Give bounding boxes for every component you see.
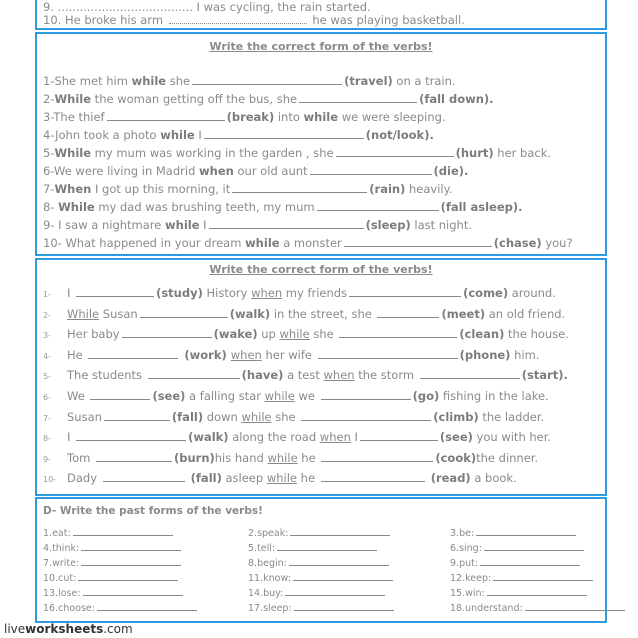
sentence-text: our old aunt [233, 164, 308, 178]
sentence-text: the house. [504, 327, 569, 342]
keyword: while [279, 327, 310, 342]
sentence-b-7 [43, 410, 544, 424]
answer-blank[interactable] [476, 527, 576, 536]
exercise-box-top [35, 0, 607, 30]
top-line-10-start: 10. He broke his arm [43, 13, 164, 27]
verb-item [43, 557, 181, 569]
sentence-text: you with her. [472, 430, 552, 445]
sentence-text: 5- [43, 146, 55, 160]
sentence-b-3 [43, 327, 569, 341]
verb-item [248, 572, 393, 584]
answer-blank[interactable] [290, 527, 390, 536]
top-line-9: 9. ..................................... I was cycling, the rain started. [43, 0, 371, 14]
answer-blank[interactable] [294, 602, 394, 611]
answer-blank[interactable] [122, 328, 212, 338]
section-a-title: Write the correct form of the verbs! [209, 40, 433, 53]
sentence-text: 1-She met him [43, 74, 132, 88]
verb-label: 5.tell: [248, 543, 276, 554]
sentence-text: an old friend. [485, 306, 566, 321]
verb-hint: (clean) [459, 327, 505, 342]
answer-blank[interactable] [285, 587, 385, 596]
sentence-text: Her baby [67, 327, 120, 342]
sentence-text: 8- [43, 200, 59, 214]
sentence-text: along the road [228, 430, 320, 445]
answer-blank[interactable] [209, 219, 364, 229]
verb-hint: (go) [412, 389, 440, 403]
verb-item [43, 587, 183, 599]
sentence-text: asleep [221, 471, 267, 486]
verb-label: 12.keep: [450, 573, 492, 584]
sentence-a-8 [43, 200, 523, 214]
verb-item [450, 572, 593, 584]
verb-item [248, 587, 385, 599]
answer-blank[interactable] [140, 308, 228, 318]
answer-blank[interactable] [487, 587, 587, 596]
verb-hint: (climb) [433, 409, 479, 424]
sentence-text: Tom [67, 450, 94, 465]
verb-label: 18.understand: [450, 603, 523, 614]
sentence-text: we [294, 389, 319, 403]
verb-label: 13.lose: [43, 588, 81, 599]
exercise-box-b [35, 258, 607, 496]
answer-blank[interactable] [90, 390, 150, 400]
sentence-text: Dady [67, 471, 101, 486]
answer-blank[interactable] [377, 308, 439, 318]
answer-blank[interactable] [97, 602, 197, 611]
answer-blank[interactable] [76, 287, 154, 297]
verb-hint: (see) [152, 389, 186, 403]
item-number: 9- [43, 454, 51, 464]
sentence-text: up [257, 327, 280, 342]
sentence-text: around. [508, 286, 556, 300]
answer-blank[interactable] [204, 129, 364, 139]
item-number: 10- [43, 475, 57, 485]
sentence-text: 7- [43, 182, 55, 196]
sentence-a-4 [43, 128, 434, 142]
answer-blank[interactable] [83, 587, 183, 596]
verb-hint: (have) [241, 368, 284, 383]
sentence-text: heavily. [405, 182, 453, 196]
answer-blank[interactable] [107, 111, 225, 121]
answer-blank[interactable] [148, 369, 240, 379]
answer-blank[interactable] [73, 527, 173, 536]
sentence-b-2 [43, 307, 565, 321]
answer-blank[interactable] [480, 557, 580, 566]
verb-label: 4.think: [43, 543, 80, 554]
item-number: 7- [43, 413, 51, 423]
sentence-a-6 [43, 164, 468, 178]
verb-item [43, 602, 197, 614]
keyword: When [54, 182, 92, 196]
sentence-b-1 [43, 286, 556, 300]
sentence-b-8 [43, 430, 551, 444]
answer-blank[interactable] [484, 542, 584, 551]
sentence-text: the ladder. [478, 409, 545, 424]
sentence-text: he [297, 450, 320, 465]
sentence-text: 10- What happened in your dream [43, 236, 246, 250]
sentence-text: my friends [282, 286, 348, 300]
answer-blank[interactable] [360, 431, 438, 441]
verb-hint: (not/look). [365, 128, 434, 142]
answer-blank[interactable] [493, 572, 593, 581]
answer-blank[interactable] [299, 93, 417, 103]
item-number: 5- [43, 372, 51, 382]
keyword: While [54, 146, 92, 160]
answer-blank[interactable] [317, 201, 439, 211]
sentence-text: History [202, 286, 252, 300]
answer-blank[interactable] [336, 147, 454, 157]
keyword: while [165, 218, 200, 232]
sentence-text: a book. [470, 471, 517, 486]
answer-blank[interactable] [321, 472, 425, 482]
sentence-a-3 [43, 110, 446, 124]
keyword: while [267, 450, 298, 465]
item-number: 3- [43, 331, 51, 341]
sentence-text: you? [541, 236, 573, 250]
keyword: While [54, 92, 92, 106]
sentence-text: 4-John took a photo [43, 128, 161, 142]
sentence-a-5 [43, 146, 551, 160]
keyword: While [58, 200, 95, 214]
verb-label: 15.win: [450, 588, 485, 599]
sentence-text: We [67, 389, 89, 403]
verb-item [248, 527, 390, 539]
sentence-text: my dad was brushing teeth, my mum [94, 200, 315, 214]
verb-hint: (see) [439, 430, 473, 445]
verb-label: 8.begin: [248, 558, 287, 569]
verb-item [248, 542, 377, 554]
answer-blank[interactable] [349, 287, 461, 297]
sentence-text: fishing in the lake. [439, 389, 549, 403]
answer-blank[interactable] [81, 557, 181, 566]
sentence-text: his hand [214, 450, 268, 465]
footer-worksheets: worksheets [25, 622, 104, 636]
answer-blank[interactable] [318, 349, 458, 359]
verb-label: 17.sleep: [248, 603, 292, 614]
sentence-b-4 [43, 348, 539, 362]
answer-blank[interactable] [96, 452, 172, 462]
sentence-text: on a train. [392, 74, 456, 88]
verb-item [450, 602, 625, 614]
keyword: while [131, 74, 167, 88]
verb-hint: (fall) [186, 471, 222, 486]
sentence-text: she [271, 409, 300, 424]
keyword: while [303, 110, 339, 124]
verb-label: 7.write: [43, 558, 80, 569]
keyword: while [266, 471, 298, 486]
sentence-text: in the street, she [270, 306, 376, 321]
answer-blank[interactable] [321, 452, 433, 462]
answer-blank[interactable] [76, 431, 186, 441]
answer-blank[interactable] [321, 390, 411, 400]
verb-hint: (break) [226, 110, 275, 124]
verb-item [248, 557, 389, 569]
verb-hint: (travel) [344, 74, 393, 88]
verb-item [43, 542, 181, 554]
answer-blank[interactable] [344, 237, 492, 247]
verb-label: 3.be: [450, 528, 475, 539]
verb-item [43, 572, 178, 584]
keyword: while [245, 236, 280, 250]
sentence-text: 2- [43, 92, 55, 106]
sentence-text: 9- I saw a nightmare [43, 218, 166, 232]
verb-item [248, 602, 394, 614]
keyword: while [241, 409, 272, 424]
sentence-text: she [166, 74, 191, 88]
keyword: while [264, 389, 295, 403]
top-line-10 [43, 13, 465, 27]
keyword: when [323, 368, 355, 383]
verb-label: 6.sing: [450, 543, 482, 554]
section-b-title: Write the correct form of the verbs! [209, 263, 433, 276]
sentence-b-6 [43, 389, 549, 403]
verb-hint: (wake) [213, 327, 258, 342]
verb-hint: (fall down). [419, 92, 494, 106]
keyword: when [251, 286, 283, 300]
verb-hint: (burn) [173, 450, 215, 465]
sentence-text: I [350, 430, 358, 445]
sentence-text: her wife [261, 347, 316, 362]
sentence-text: I [194, 128, 202, 142]
answer-blank[interactable] [81, 542, 181, 551]
verb-hint: (hurt) [455, 146, 494, 160]
item-number: 8- [43, 434, 51, 444]
sentence-text: He [67, 347, 87, 362]
sentence-text: I [67, 430, 75, 445]
sentence-b-9 [43, 451, 538, 465]
sentence-text: he [297, 471, 319, 486]
answer-blank[interactable] [293, 572, 393, 581]
sentence-text: I [67, 286, 75, 300]
sentence-text: The students [67, 368, 146, 383]
sentence-b-10 [43, 471, 517, 485]
answer-blank[interactable] [192, 75, 342, 85]
verb-item [450, 557, 580, 569]
answer-blank[interactable] [525, 602, 625, 611]
verb-label: 1.eat: [43, 528, 71, 539]
exercise-box-d [35, 497, 607, 623]
sentence-text: I got up this morning, it [91, 182, 231, 196]
verb-label: 14.buy: [248, 588, 284, 599]
sentence-text: last night. [410, 218, 473, 232]
sentence-text: 6-We were living in Madrid [43, 164, 200, 178]
item-number: 2- [43, 310, 51, 320]
footer-logo [4, 622, 133, 636]
verb-hint: (fall asleep). [440, 200, 523, 214]
verb-hint: (work) [180, 347, 231, 362]
keyword: While [67, 306, 100, 321]
answer-blank[interactable] [277, 542, 377, 551]
sentence-text: the woman getting off the bus, she [91, 92, 298, 106]
exercise-box-a [35, 32, 607, 256]
sentence-a-1 [43, 74, 456, 88]
sentence-text: Susan [67, 409, 102, 424]
sentence-text: a falling star [185, 389, 265, 403]
sentence-text: her back. [493, 146, 552, 160]
verb-hint: (read) [426, 471, 471, 486]
answer-blank[interactable] [310, 165, 432, 175]
sentence-a-9 [43, 218, 472, 232]
verb-hint: (start). [521, 368, 568, 383]
answer-blank[interactable] [301, 411, 431, 421]
sentence-text: the storm [354, 368, 418, 383]
answer-blank[interactable] [103, 472, 185, 482]
verb-hint: (fall) [171, 409, 204, 424]
verb-hint: (cook) [435, 450, 477, 465]
sentence-text: the dinner. [476, 450, 539, 465]
verb-label: 2.speak: [248, 528, 289, 539]
sentence-text: him. [510, 347, 540, 362]
item-number: 6- [43, 393, 51, 402]
sentence-a-2 [43, 92, 494, 106]
verb-item [450, 542, 584, 554]
sentence-text: my mum was working in the garden , she [91, 146, 334, 160]
verb-label: 9.put: [450, 558, 479, 569]
verb-hint: (come) [463, 286, 509, 300]
verb-hint: (study) [156, 286, 203, 300]
footer-live: live [4, 622, 26, 636]
item-number: 1- [43, 290, 51, 299]
answer-blank[interactable] [339, 328, 457, 338]
verb-label: 10.cut: [43, 573, 77, 584]
answer-blank[interactable] [104, 411, 170, 421]
keyword: when [199, 164, 234, 178]
item-number: 4- [43, 351, 51, 361]
verb-hint: (meet) [441, 306, 486, 321]
sentence-text: a test [283, 368, 324, 383]
verb-item [450, 527, 576, 539]
verb-hint: (phone) [459, 347, 511, 362]
top-line-10-end: he was playing basketball. [312, 13, 465, 27]
sentence-text: Susan [99, 306, 138, 321]
section-d-title: D- Write the past forms of the verbs! [43, 505, 263, 517]
answer-blank[interactable] [232, 183, 367, 193]
verb-label: 11.know: [248, 573, 291, 584]
verb-hint: (walk) [188, 430, 229, 445]
verb-hint: (die). [433, 164, 469, 178]
sentence-text: into [274, 110, 304, 124]
sentence-b-5 [43, 368, 568, 382]
keyword: while [160, 128, 195, 142]
sentence-text: I [199, 218, 207, 232]
sentence-text: 3-The thief [43, 110, 105, 124]
verb-hint: (rain) [369, 182, 406, 196]
answer-blank[interactable] [420, 369, 520, 379]
verb-label: 16.choose: [43, 603, 95, 614]
sentence-a-7 [43, 182, 452, 196]
keyword: when [319, 430, 351, 445]
verb-hint: (sleep) [365, 218, 411, 232]
answer-blank[interactable] [78, 572, 178, 581]
sentence-text: down [203, 409, 242, 424]
sentence-text: a monster [279, 236, 342, 250]
verb-hint: (walk) [229, 306, 271, 321]
answer-blank[interactable] [169, 14, 307, 24]
sentence-text: she [309, 327, 338, 342]
verb-item [450, 587, 587, 599]
answer-blank[interactable] [88, 349, 178, 359]
sentence-a-10 [43, 236, 573, 250]
verb-item [43, 527, 173, 539]
footer-com: .com [103, 622, 133, 636]
verb-hint: (chase) [493, 236, 542, 250]
answer-blank[interactable] [289, 557, 389, 566]
keyword: when [230, 347, 262, 362]
sentence-text: we were sleeping. [338, 110, 446, 124]
